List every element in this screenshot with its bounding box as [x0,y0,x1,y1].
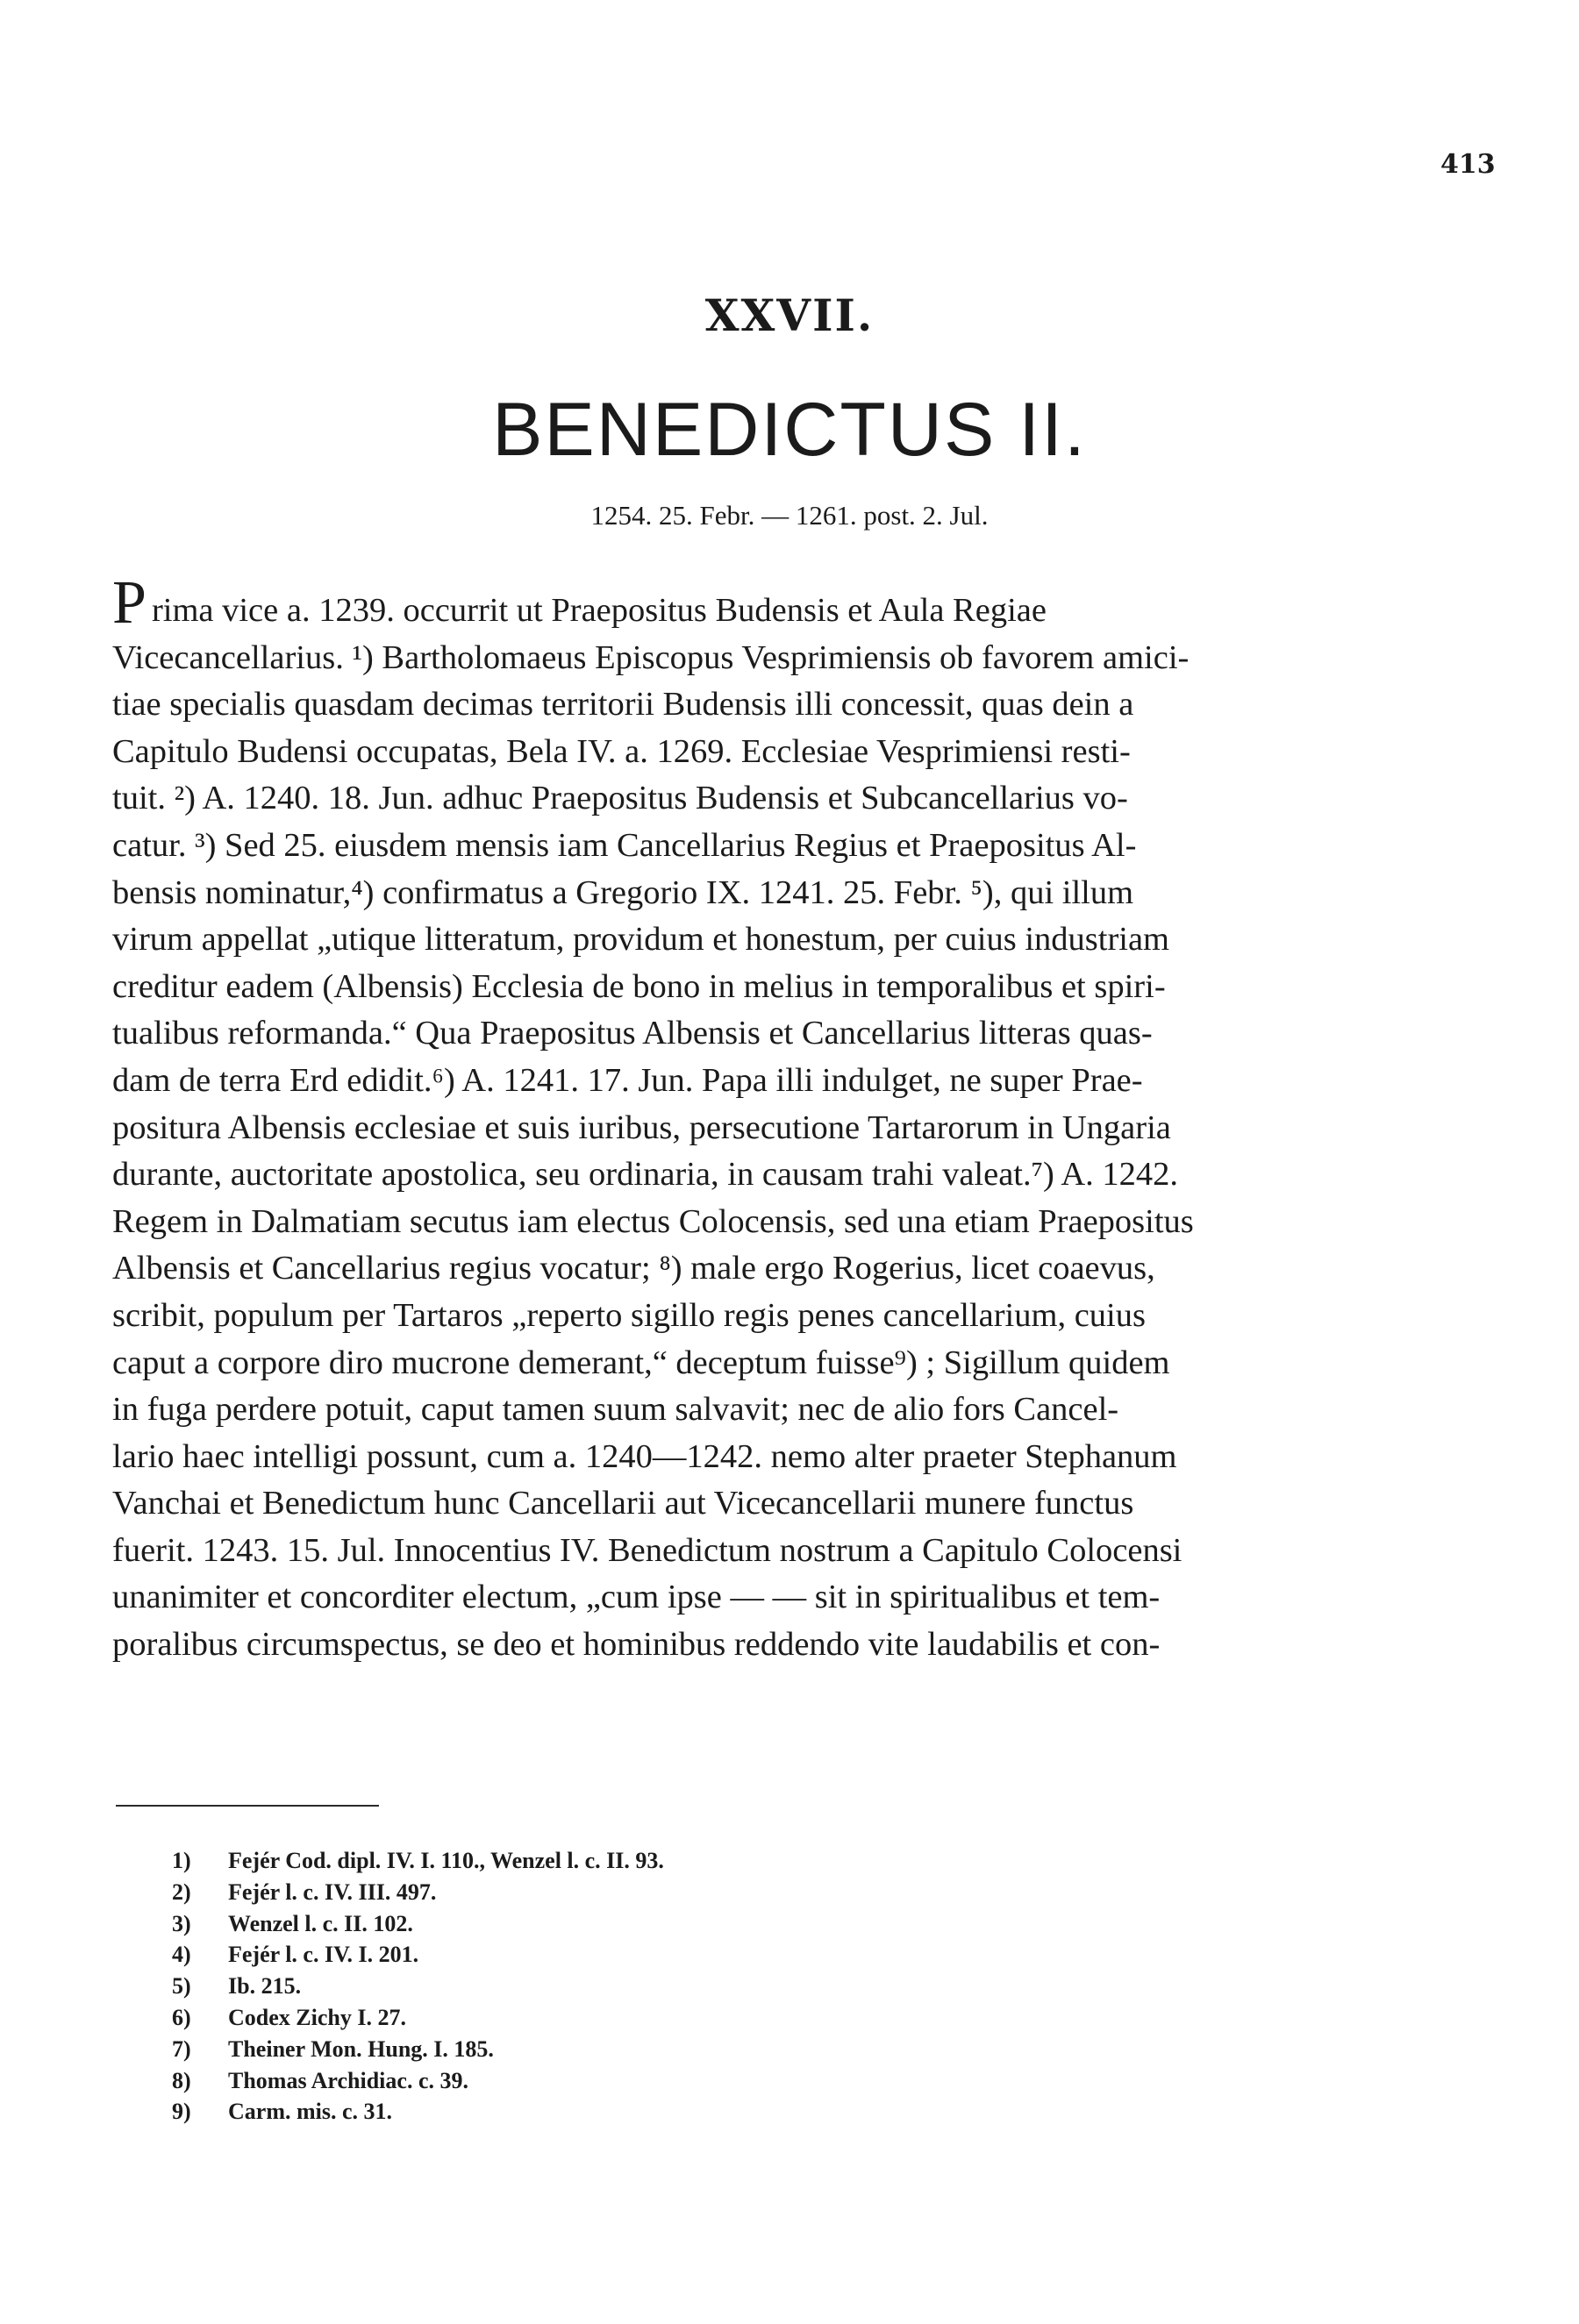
drop-initial: P [112,569,146,637]
footnote-text: Fejér Cod. dipl. IV. I. 110., Wenzel l. c. II. 93. [228,1848,664,1873]
body-line: creditur eadem (Albensis) Ecclesia de bono in melius in temporalibus et spiri- [112,967,1166,1005]
footnote [172,2096,1049,2128]
page-number: 413 [1440,149,1496,180]
body-line: virum appellat „utique litteratum, providum et honestum, per cuius industriam [112,921,1170,959]
footnote-number: 1) [172,1848,191,1873]
footnote [172,2065,1049,2097]
footnote-number: 2) [172,1878,191,1905]
footnote-divider [116,1805,379,1807]
footnote-number: 7) [172,2035,191,2062]
footnote-number: 5) [172,1973,191,2000]
footnote [172,1908,1049,1940]
footnote-text: Fejér l. c. IV. III. 497. [228,1878,437,1905]
body-line: in fuga perdere potuit, caput tamen suum salvavit; nec de alio fors Cancel- [112,1391,1119,1429]
footnote [172,2002,1049,2034]
body-text [112,569,1428,1669]
body-line: durante, auctoritate apostolica, seu ordinaria, in causam trahi valeat.⁷) A. 1242. [112,1156,1179,1194]
body-line: Albensis et Cancellarius regius vocatur; ⁸) male ergo Rogerius, licet coaevus, [112,1250,1155,1287]
footnote-text: Carm. mis. c. 31. [228,2099,393,2125]
footnote [172,1877,1049,1908]
footnote [172,1971,1049,2002]
date-range: 1254. 25. Febr. — 1261. post. 2. Jul. [590,500,989,531]
footnote [172,2034,1049,2065]
footnotes [172,1845,1049,2128]
body-line: catur. ³) Sed 25. eiusdem mensis iam Cancellarius Regius et Praepositus Al- [112,826,1137,864]
footnote [172,1845,1049,1877]
body-line: tuit. ²) A. 1240. 18. Jun. adhuc Praepositus Budensis et Subcancellarius vo- [112,780,1128,817]
footnote-text: Thomas Archidiac. c. 39. [228,2067,468,2093]
body-line: Vanchai et Benedictum hunc Cancellarii aut Vicecancellarii munere functus [112,1485,1134,1522]
footnote-text: Ib. 215. [228,1973,302,2000]
footnote-number: 6) [172,2004,191,2030]
body-line: Regem in Dalmatiam secutus iam electus Colocensis, sed una etiam Praepositus [112,1202,1194,1240]
footnote-number: 8) [172,2067,191,2093]
body-line: tiae specialis quasdam decimas territorii Budensis illi concessit, quas dein a [112,686,1134,724]
footnote-text: Wenzel l. c. II. 102. [228,1910,413,1936]
footnote-number: 4) [172,1942,191,1968]
footnote [172,1939,1049,1971]
body-line: unanimiter et concorditer electum, „cum ipse — — sit in spiritualibus et tem- [112,1579,1161,1616]
body-line: Vicecancellarius. ¹) Bartholomaeus Episcopus Vesprimiensis ob favorem amici- [112,638,1190,676]
body-line: positura Albensis ecclesiae et suis iuribus, persecutione Tartarorum in Ungaria [112,1109,1171,1146]
footnote-text: Theiner Mon. Hung. I. 185. [228,2035,494,2062]
body-line: poralibus circumspectus, se deo et hominibus reddendo vite laudabilis et con- [112,1626,1161,1664]
chapter-number: XXVII. [704,289,875,341]
body-line: lario haec intelligi possunt, cum a. 1240—1242. nemo alter praeter Stephanum [112,1437,1177,1475]
footnote-text: Fejér l. c. IV. I. 201. [228,1942,419,1968]
body-line: Capitulo Budensi occupatas, Bela IV. a. 1269. Ecclesiae Vesprimiensi resti- [112,732,1131,770]
body-line: fuerit. 1243. 15. Jul. Innocentius IV. Benedictum nostrum a Capitulo Colocensi [112,1531,1182,1569]
body-line: scribit, populum per Tartaros „reperto sigillo regis penes cancellarium, cuius [112,1296,1146,1334]
chapter-title: BENEDICTUS II. [492,388,1087,472]
footnote-number: 9) [172,2099,191,2125]
body-line: bensis nominatur,⁴) confirmatus a Gregorio IX. 1241. 25. Febr. ⁵), qui illum [112,873,1134,911]
body-line [112,569,1428,637]
body-line: caput a corpore diro mucrone demerant,“ deceptum fuisse⁹) ; Sigillum quidem [112,1344,1170,1381]
body-line: dam de terra Erd edidit.⁶) A. 1241. 17. Jun. Papa illi indulget, ne super Prae- [112,1061,1143,1099]
footnote-text: Codex Zichy I. 27. [228,2004,406,2030]
body-line-text: rima vice a. 1239. occurrit ut Praepositus Budensis et Aula Regiae [151,592,1047,629]
body-line: tualibus reformanda.“ Qua Praepositus Albensis et Cancellarius litteras quas- [112,1015,1153,1052]
footnote-number: 3) [172,1910,191,1936]
